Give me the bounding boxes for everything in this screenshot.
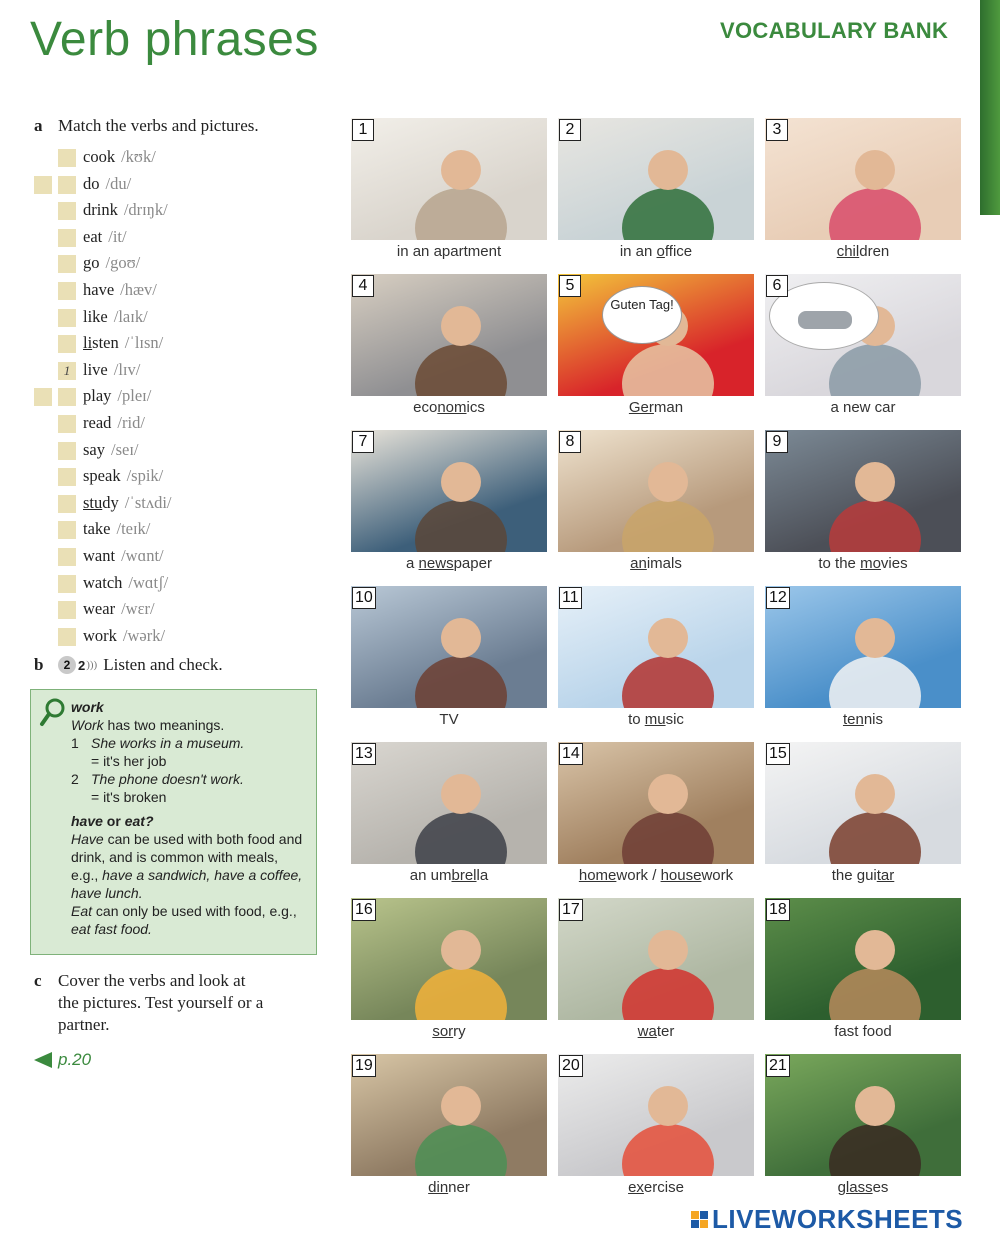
figure-head bbox=[648, 774, 688, 814]
instruction-text: Listen and check. bbox=[103, 655, 223, 674]
phonetic-transcription: /wɑtʃ/ bbox=[128, 572, 169, 592]
language-note-box bbox=[30, 689, 317, 955]
photo-illustration bbox=[558, 1054, 754, 1176]
vocabulary-photo bbox=[558, 118, 754, 240]
picture-card bbox=[351, 118, 547, 263]
vocabulary-photo bbox=[765, 274, 961, 396]
vocabulary-photo bbox=[765, 898, 961, 1020]
picture-caption: in an office bbox=[619, 243, 693, 260]
page-title: Verb phrases bbox=[30, 13, 319, 66]
verb-item bbox=[34, 251, 334, 278]
photo-illustration bbox=[351, 742, 547, 864]
figure-head bbox=[855, 930, 895, 970]
answer-box[interactable] bbox=[58, 229, 76, 247]
picture-card bbox=[765, 274, 961, 419]
verb-list bbox=[34, 145, 334, 650]
figure-body bbox=[829, 344, 921, 396]
picture-caption: exercise bbox=[628, 1179, 684, 1196]
picture-caption: animals bbox=[630, 555, 682, 572]
picture-card bbox=[765, 898, 961, 1043]
picture-caption: to music bbox=[628, 711, 684, 728]
verb-item bbox=[34, 411, 334, 438]
picture-number: 16 bbox=[352, 899, 376, 921]
verb-word: live /lɪv/ bbox=[83, 359, 141, 379]
picture-card bbox=[558, 430, 754, 575]
verb-item bbox=[34, 172, 334, 199]
picture-number: 9 bbox=[766, 431, 788, 453]
picture-card bbox=[351, 898, 547, 1043]
track-number: 2 bbox=[78, 657, 86, 673]
photo-illustration bbox=[765, 586, 961, 708]
verb-word: want /wɑnt/ bbox=[83, 545, 164, 565]
photo-illustration bbox=[558, 742, 754, 864]
vocabulary-photo bbox=[351, 274, 547, 396]
picture-card bbox=[351, 742, 547, 887]
figure-head bbox=[648, 1086, 688, 1126]
picture-caption: to the movies bbox=[818, 555, 908, 572]
picture-caption: glasses bbox=[837, 1179, 889, 1196]
picture-card bbox=[558, 1054, 754, 1199]
verb-item bbox=[34, 571, 334, 598]
phonetic-transcription: /spik/ bbox=[126, 466, 164, 486]
figure-head bbox=[855, 618, 895, 658]
vocabulary-photo bbox=[351, 430, 547, 552]
vocabulary-photo bbox=[765, 430, 961, 552]
phonetic-transcription: /lɪv/ bbox=[113, 359, 141, 379]
phonetic-transcription: /ˈstʌdi/ bbox=[124, 492, 172, 512]
photo-illustration bbox=[351, 898, 547, 1020]
verb-word: eat /it/ bbox=[83, 226, 127, 246]
figure-body bbox=[829, 812, 921, 864]
figure-body bbox=[622, 1124, 714, 1176]
vocabulary-photo bbox=[558, 1054, 754, 1176]
verb-item bbox=[34, 517, 334, 544]
figure-body bbox=[829, 500, 921, 552]
verb-word: like /laɪk/ bbox=[83, 306, 148, 326]
figure-head bbox=[648, 462, 688, 502]
cd-number: 2 bbox=[58, 656, 76, 674]
vocabulary-photo bbox=[558, 898, 754, 1020]
phonetic-transcription: /goʊ/ bbox=[105, 253, 141, 273]
photo-illustration bbox=[558, 898, 754, 1020]
vocabulary-photo bbox=[765, 586, 961, 708]
answer-box[interactable] bbox=[58, 548, 76, 566]
phonetic-transcription: /rid/ bbox=[117, 412, 145, 432]
verb-word: study /ˈstʌdi/ bbox=[83, 492, 172, 512]
exercise-b-instruction bbox=[34, 655, 223, 675]
photo-illustration bbox=[765, 742, 961, 864]
picture-number: 7 bbox=[352, 431, 374, 453]
figure-body bbox=[829, 1124, 921, 1176]
figure-head bbox=[855, 1086, 895, 1126]
phonetic-transcription: /hæv/ bbox=[120, 279, 157, 299]
picture-caption: in an apartment bbox=[396, 243, 502, 260]
vocabulary-photo bbox=[351, 586, 547, 708]
picture-caption: an umbrella bbox=[409, 867, 489, 884]
verb-word: cook /kʊk/ bbox=[83, 147, 156, 166]
verb-item bbox=[34, 278, 334, 305]
figure-body bbox=[415, 656, 507, 708]
photo-illustration bbox=[558, 586, 754, 708]
picture-number: 2 bbox=[559, 119, 581, 141]
verb-item bbox=[34, 624, 334, 651]
answer-box[interactable] bbox=[58, 601, 76, 619]
speech-bubble: Guten Tag! bbox=[602, 286, 682, 344]
vocabulary-photo bbox=[558, 430, 754, 552]
verb-word: work /wərk/ bbox=[83, 625, 166, 645]
figure-body bbox=[829, 188, 921, 240]
photo-illustration bbox=[765, 118, 961, 240]
verb-word: wear /wɛr/ bbox=[83, 599, 155, 619]
figure-head bbox=[441, 306, 481, 346]
page-edge-tab bbox=[980, 0, 1000, 215]
figure-body bbox=[415, 500, 507, 552]
figure-head bbox=[441, 618, 481, 658]
note-work-intro: Work has two meanings. bbox=[71, 717, 225, 733]
verb-word: play /pleɪ/ bbox=[83, 386, 152, 406]
picture-number: 17 bbox=[559, 899, 583, 921]
exercise-letter: c bbox=[34, 971, 42, 990]
vocabulary-photo bbox=[765, 742, 961, 864]
answer-box[interactable] bbox=[58, 442, 76, 460]
vocabulary-photo bbox=[351, 742, 547, 864]
picture-card bbox=[351, 1054, 547, 1199]
picture-number: 20 bbox=[559, 1055, 583, 1077]
picture-caption: dinner bbox=[428, 1179, 470, 1196]
picture-number: 5 bbox=[559, 275, 581, 297]
verb-item bbox=[34, 198, 334, 225]
picture-caption: German bbox=[628, 399, 684, 416]
brand-logo-icon bbox=[691, 1211, 708, 1228]
answer-box[interactable] bbox=[58, 202, 76, 220]
picture-number: 8 bbox=[559, 431, 581, 453]
phonetic-transcription: /wərk/ bbox=[122, 625, 166, 645]
phonetic-transcription: /teɪk/ bbox=[116, 519, 151, 539]
figure-body bbox=[829, 656, 921, 708]
picture-caption: the guitar bbox=[831, 867, 895, 884]
back-arrow-icon bbox=[34, 1052, 52, 1068]
picture-caption: sorry bbox=[432, 1023, 466, 1040]
picture-number: 21 bbox=[766, 1055, 790, 1077]
note-example-1: 1 She works in a museum. bbox=[71, 735, 245, 751]
phonetic-transcription: /drɪŋk/ bbox=[123, 200, 168, 220]
section-heading: VOCABULARY BANK bbox=[720, 18, 949, 43]
figure-body bbox=[622, 344, 714, 396]
phonetic-transcription: /wɛr/ bbox=[121, 599, 155, 619]
verb-word: read /rid/ bbox=[83, 412, 145, 432]
verb-word: drink /drɪŋk/ bbox=[83, 200, 168, 220]
picture-number: 18 bbox=[766, 899, 790, 921]
note-heading-work: work bbox=[71, 699, 104, 715]
answer-box[interactable] bbox=[58, 468, 76, 486]
vocabulary-photo bbox=[351, 118, 547, 240]
answer-box[interactable] bbox=[34, 388, 52, 406]
vocabulary-photo bbox=[558, 742, 754, 864]
back-reference-link[interactable]: p.20 bbox=[34, 1050, 91, 1070]
vocabulary-photo bbox=[558, 274, 754, 396]
picture-caption: children bbox=[836, 243, 890, 260]
picture-number: 4 bbox=[352, 275, 374, 297]
photo-illustration bbox=[351, 586, 547, 708]
vocabulary-photo bbox=[351, 898, 547, 1020]
picture-caption: homework / housework bbox=[578, 867, 734, 884]
figure-head bbox=[855, 150, 895, 190]
photo-illustration bbox=[765, 430, 961, 552]
photo-illustration bbox=[351, 430, 547, 552]
verb-item bbox=[34, 491, 334, 518]
photo-illustration bbox=[351, 274, 547, 396]
figure-body bbox=[622, 812, 714, 864]
verb-word: go /goʊ/ bbox=[83, 253, 141, 273]
picture-number: 3 bbox=[766, 119, 788, 141]
picture-number: 14 bbox=[559, 743, 583, 765]
picture-caption: a newspaper bbox=[406, 555, 492, 572]
picture-caption: tennis bbox=[842, 711, 884, 728]
audio-track-button[interactable] bbox=[58, 656, 97, 674]
verb-item bbox=[34, 597, 334, 624]
picture-card bbox=[765, 586, 961, 731]
figure-body bbox=[622, 968, 714, 1020]
picture-number: 13 bbox=[352, 743, 376, 765]
figure-head bbox=[441, 1086, 481, 1126]
picture-caption: water bbox=[637, 1023, 675, 1040]
picture-card bbox=[558, 118, 754, 263]
answer-box[interactable] bbox=[58, 628, 76, 646]
note-example-2: 2 The phone doesn't work. bbox=[71, 771, 244, 787]
picture-number: 11 bbox=[559, 587, 582, 609]
answer-box[interactable] bbox=[58, 575, 76, 593]
vocabulary-photo bbox=[765, 118, 961, 240]
figure-head bbox=[648, 930, 688, 970]
answer-box[interactable] bbox=[58, 309, 76, 327]
answer-box[interactable] bbox=[58, 149, 76, 167]
picture-number: 19 bbox=[352, 1055, 376, 1077]
instruction-text: Match the verbs and pictures. bbox=[58, 116, 259, 135]
picture-caption: a new car bbox=[830, 399, 896, 416]
exercise-letter: b bbox=[34, 655, 44, 674]
verb-word: watch /wɑtʃ/ bbox=[83, 572, 169, 592]
vocabulary-photo bbox=[765, 1054, 961, 1176]
verb-item bbox=[34, 438, 334, 465]
verb-word: speak /spik/ bbox=[83, 466, 164, 486]
figure-body bbox=[415, 812, 507, 864]
photo-illustration bbox=[558, 118, 754, 240]
picture-card bbox=[765, 118, 961, 263]
picture-card bbox=[351, 274, 547, 419]
phonetic-transcription: /seɪ/ bbox=[111, 439, 139, 459]
picture-card bbox=[351, 430, 547, 575]
verb-item bbox=[34, 331, 334, 358]
photo-illustration bbox=[765, 1054, 961, 1176]
phonetic-transcription: /ˈlɪsn/ bbox=[124, 333, 164, 353]
answer-box[interactable] bbox=[58, 388, 76, 406]
phonetic-transcription: /wɑnt/ bbox=[121, 545, 164, 565]
figure-body bbox=[415, 344, 507, 396]
picture-caption: economics bbox=[413, 399, 485, 416]
phonetic-transcription: /kʊk/ bbox=[121, 147, 156, 166]
exercise-a-instruction bbox=[34, 116, 259, 136]
magnifier-icon bbox=[39, 697, 67, 727]
photo-illustration bbox=[351, 118, 547, 240]
figure-body bbox=[829, 968, 921, 1020]
phonetic-transcription: /pleɪ/ bbox=[117, 386, 152, 406]
note-have-paragraph: Have can be used with both food and drink, and is common with meals, e.g., have a sandwich, have a coffee, have lunch. bbox=[71, 831, 303, 901]
picture-number: 10 bbox=[352, 587, 376, 609]
picture-card bbox=[558, 274, 754, 419]
verb-word: take /teɪk/ bbox=[83, 519, 151, 539]
vocabulary-photo bbox=[351, 1054, 547, 1176]
exercise-c-instruction: c Cover the verbs and look at the pictures. Test yourself or a partner. bbox=[34, 971, 264, 1034]
verb-item bbox=[34, 358, 334, 385]
verb-item bbox=[34, 305, 334, 332]
answer-box[interactable] bbox=[58, 255, 76, 273]
verb-item bbox=[34, 145, 334, 172]
figure-head bbox=[648, 618, 688, 658]
verb-item bbox=[34, 464, 334, 491]
answer-box[interactable] bbox=[58, 282, 76, 300]
note-heading-have-eat: have or eat? bbox=[71, 813, 154, 829]
figure-head bbox=[441, 774, 481, 814]
verb-item bbox=[34, 544, 334, 571]
verb-word: say /seɪ/ bbox=[83, 439, 139, 459]
sound-wave-icon: ))) bbox=[86, 659, 98, 671]
answer-box[interactable] bbox=[34, 176, 52, 194]
picture-number: 1 bbox=[352, 119, 374, 141]
picture-card bbox=[558, 898, 754, 1043]
watermark: LIVEWORKSHEETS bbox=[691, 1204, 963, 1235]
verb-item bbox=[34, 384, 334, 411]
picture-card bbox=[765, 742, 961, 887]
picture-number: 15 bbox=[766, 743, 790, 765]
verb-word: do /du/ bbox=[83, 173, 132, 193]
note-gloss-2: = it's broken bbox=[91, 789, 167, 805]
exercise-letter: a bbox=[34, 116, 43, 135]
figure-body bbox=[415, 188, 507, 240]
note-gloss-1: = it's her job bbox=[91, 753, 167, 769]
figure-body bbox=[415, 1124, 507, 1176]
answer-box[interactable] bbox=[58, 415, 76, 433]
picture-card bbox=[558, 586, 754, 731]
picture-card bbox=[765, 430, 961, 575]
verb-word: have /hæv/ bbox=[83, 279, 157, 299]
answer-box[interactable] bbox=[58, 335, 76, 353]
picture-caption: TV bbox=[439, 711, 459, 728]
verb-word: listen /ˈlɪsn/ bbox=[83, 333, 164, 353]
answer-box[interactable] bbox=[58, 521, 76, 539]
phonetic-transcription: /it/ bbox=[108, 226, 127, 246]
figure-head bbox=[441, 150, 481, 190]
phonetic-transcription: /laɪk/ bbox=[113, 306, 148, 326]
photo-illustration bbox=[765, 898, 961, 1020]
answer-box[interactable] bbox=[58, 495, 76, 513]
answer-box[interactable] bbox=[58, 176, 76, 194]
vocabulary-photo bbox=[558, 586, 754, 708]
figure-body bbox=[622, 500, 714, 552]
photo-illustration bbox=[558, 430, 754, 552]
picture-card bbox=[351, 586, 547, 731]
figure-head bbox=[648, 150, 688, 190]
figure-head bbox=[855, 774, 895, 814]
verb-item bbox=[34, 225, 334, 252]
figure-body bbox=[622, 656, 714, 708]
photo-illustration bbox=[351, 1054, 547, 1176]
picture-card bbox=[558, 742, 754, 887]
figure-body bbox=[415, 968, 507, 1020]
figure-body bbox=[622, 188, 714, 240]
note-eat-paragraph: Eat can only be used with food, e.g., eat fast food. bbox=[71, 903, 297, 937]
phonetic-transcription: /du/ bbox=[105, 173, 132, 193]
figure-head bbox=[441, 930, 481, 970]
picture-number: 12 bbox=[766, 587, 790, 609]
picture-caption: fast food bbox=[834, 1023, 892, 1040]
picture-number: 6 bbox=[766, 275, 788, 297]
picture-card bbox=[765, 1054, 961, 1199]
answer-box[interactable]: 1 bbox=[58, 362, 76, 380]
figure-head bbox=[855, 462, 895, 502]
figure-head bbox=[441, 462, 481, 502]
